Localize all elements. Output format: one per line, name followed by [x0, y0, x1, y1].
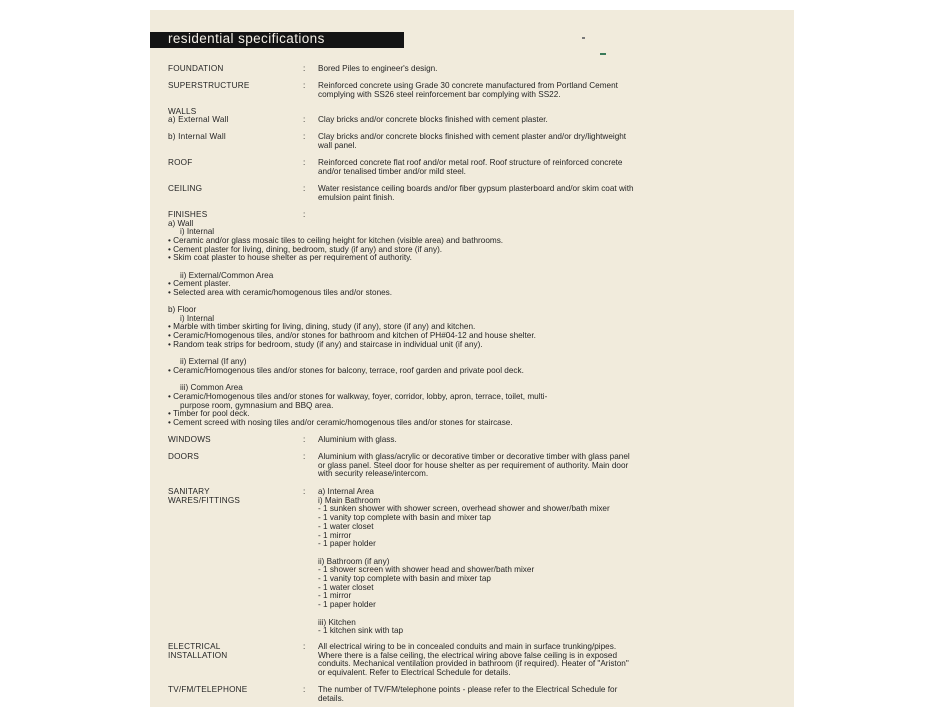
spec-label: a) External Wall — [168, 115, 229, 124]
spec-sheet — [150, 10, 794, 707]
text-line: a) Internal Area — [318, 487, 374, 496]
text-line: - 1 sunken shower with shower screen, overhead shower and shower/bath mixer — [318, 504, 610, 514]
spec-label: ROOF — [168, 158, 193, 167]
colon: : — [303, 132, 306, 141]
text-line: and/or tenalised timber and/or mild steel. — [318, 166, 466, 176]
scan-mark — [600, 53, 606, 55]
spec-value — [318, 686, 763, 703]
spec-value — [318, 133, 763, 150]
text-line: • Ceramic/Homogenous tiles, and/or stones for bathroom and kitchen of PH#04-12 and house shelter. — [168, 331, 536, 341]
spec-label: WINDOWS — [168, 435, 211, 444]
spec-value — [318, 453, 763, 479]
text-line: b) Floor — [168, 305, 197, 314]
spec-label: ELECTRICAL INSTALLATION — [168, 642, 228, 660]
text-line: or glass panel. Steel door for house shelter as per requirement of authority. Main door — [318, 460, 629, 470]
text-line: or equivalent. Refer to Electrical Schedule for details. — [318, 668, 511, 678]
text-line: ii) External (If any) — [180, 357, 247, 367]
text-line: Reinforced concrete flat roof and/or metal roof. Roof structure of reinforced concrete — [318, 158, 623, 167]
text-line: iii) Common Area — [180, 383, 243, 393]
colon: : — [303, 64, 306, 73]
text-line: a) Wall — [168, 218, 194, 228]
text-line: i) Main Bathroom — [318, 495, 381, 505]
text-line: with security release/intercom. — [318, 469, 429, 479]
text-line: • Selected area with ceramic/homogenous tiles and/or stones. — [168, 288, 393, 298]
colon: : — [303, 184, 306, 193]
text-line: • Ceramic/Homogenous tiles and/or stones for walkway, foyer, corridor, lobby, apron, terrace, toilet, multi- — [168, 392, 548, 402]
colon: : — [303, 115, 306, 124]
text-line: wall panel. — [318, 140, 357, 150]
text-line: Bored Piles to engineer's design. — [318, 64, 438, 73]
text-line: - 1 paper holder — [318, 539, 376, 549]
scan-mark — [582, 37, 585, 39]
text-line: • Timber for pool deck. — [168, 409, 250, 419]
text-line: Where there is a false ceiling, the electrical wiring above false ceiling is in exposed — [318, 650, 617, 660]
text-line: Clay bricks and/or concrete blocks finished with cement plaster and/or dry/lightweight — [318, 132, 627, 141]
text-line: • Cement plaster. — [168, 279, 231, 289]
spec-value — [318, 82, 763, 99]
text-line: details. — [318, 693, 344, 703]
spec-label: FOUNDATION — [168, 64, 224, 73]
text-line: - 1 vanity top complete with basin and mixer tap — [318, 513, 491, 523]
text-line: • Marble with timber skirting for living, dining, study (if any), store (if any) and kitchen. — [168, 322, 476, 332]
spec-label: TV/FM/TELEPHONE — [168, 685, 248, 694]
text-line: • Ceramic and/or glass mosaic tiles to ceiling height for kitchen (visible area) and bathrooms. — [168, 235, 504, 245]
spec-value — [318, 436, 763, 445]
colon: : — [303, 435, 306, 444]
spec-value — [318, 643, 763, 678]
spec-label: FINISHES — [168, 210, 208, 219]
spec-label: WALLS — [168, 107, 197, 116]
colon: : — [303, 81, 306, 90]
spec-label: b) Internal Wall — [168, 132, 226, 141]
text-line — [168, 350, 768, 359]
text-line: iii) Kitchen — [318, 617, 356, 627]
text-line — [318, 610, 763, 619]
text-line: - 1 mirror — [318, 530, 352, 540]
spec-value — [318, 65, 763, 74]
text-line: Water resistance ceiling boards and/or fiber gypsum plasterboard and/or skim coat with — [318, 184, 634, 193]
text-line: Aluminium with glass/acrylic or decorative timber or decorative timber with glass panel — [318, 452, 630, 461]
text-line: ii) External/Common Area — [180, 270, 274, 280]
text-line: - 1 vanity top complete with basin and mixer tap — [318, 574, 491, 584]
heading-banner — [150, 32, 404, 48]
text-line: • Random teak strips for bedroom, study (if any) and staircase in individual unit (if any). — [168, 339, 483, 349]
text-line: purpose room, gymnasium and BBQ area. — [180, 400, 334, 410]
text-line: • Cement plaster for living, dining, bedroom, study (if any) and store (if any). — [168, 244, 443, 254]
text-line: complying with SS26 steel reinforcement bar complying with SS22. — [318, 89, 561, 99]
colon: : — [303, 158, 306, 167]
colon: : — [303, 685, 306, 694]
text-line: ii) Bathroom (if any) — [318, 556, 390, 566]
text-line: - 1 water closet — [318, 521, 374, 531]
spec-value — [318, 116, 763, 125]
text-line: The number of TV/FM/telephone points - please refer to the Electrical Schedule for — [318, 685, 618, 694]
text-line: Aluminium with glass. — [318, 435, 397, 444]
spec-label: CEILING — [168, 184, 203, 193]
text-line: • Skim coat plaster to house shelter as per requirement of authority. — [168, 253, 412, 263]
spec-value — [318, 185, 763, 202]
page-title: residential specifications — [168, 31, 325, 46]
finishes-wall-block — [168, 220, 768, 298]
spec-value — [318, 488, 763, 636]
text-line: Reinforced concrete using Grade 30 concrete manufactured from Portland Cement — [318, 81, 618, 90]
colon: : — [303, 487, 306, 496]
colon: : — [303, 642, 306, 651]
finishes-floor-block — [168, 306, 768, 428]
text-line: - 1 shower screen with shower head and shower/bath mixer — [318, 565, 535, 575]
text-line: • Ceramic/Homogenous tiles and/or stones for balcony, terrace, roof garden and private pool deck. — [168, 365, 524, 375]
colon: : — [303, 210, 306, 219]
text-line: - 1 mirror — [318, 591, 352, 601]
text-line: - 1 kitchen sink with tap — [318, 626, 404, 636]
spec-label: SANITARY WARES/FITTINGS — [168, 487, 241, 505]
colon: : — [303, 452, 306, 461]
text-line — [168, 376, 768, 385]
text-line: conduits. Mechanical ventilation provided in bathroom (if required). Heater of "Ariston" — [318, 659, 629, 669]
text-line: - 1 water closet — [318, 582, 374, 592]
text-line: i) Internal — [180, 313, 215, 323]
spec-label: SUPERSTRUCTURE — [168, 81, 250, 90]
text-line: All electrical wiring to be in concealed conduits and main in surface trunking/pipes. — [318, 642, 617, 651]
text-line: emulsion paint finish. — [318, 192, 395, 202]
text-line: Clay bricks and/or concrete blocks finished with cement plaster. — [318, 115, 548, 124]
text-line: - 1 paper holder — [318, 600, 376, 610]
text-line: • Cement screed with nosing tiles and/or ceramic/homogenous tiles and/or stones for staircase. — [168, 418, 513, 428]
spec-label: DOORS — [168, 452, 200, 461]
text-line: i) Internal — [180, 227, 215, 237]
spec-value — [318, 159, 763, 176]
